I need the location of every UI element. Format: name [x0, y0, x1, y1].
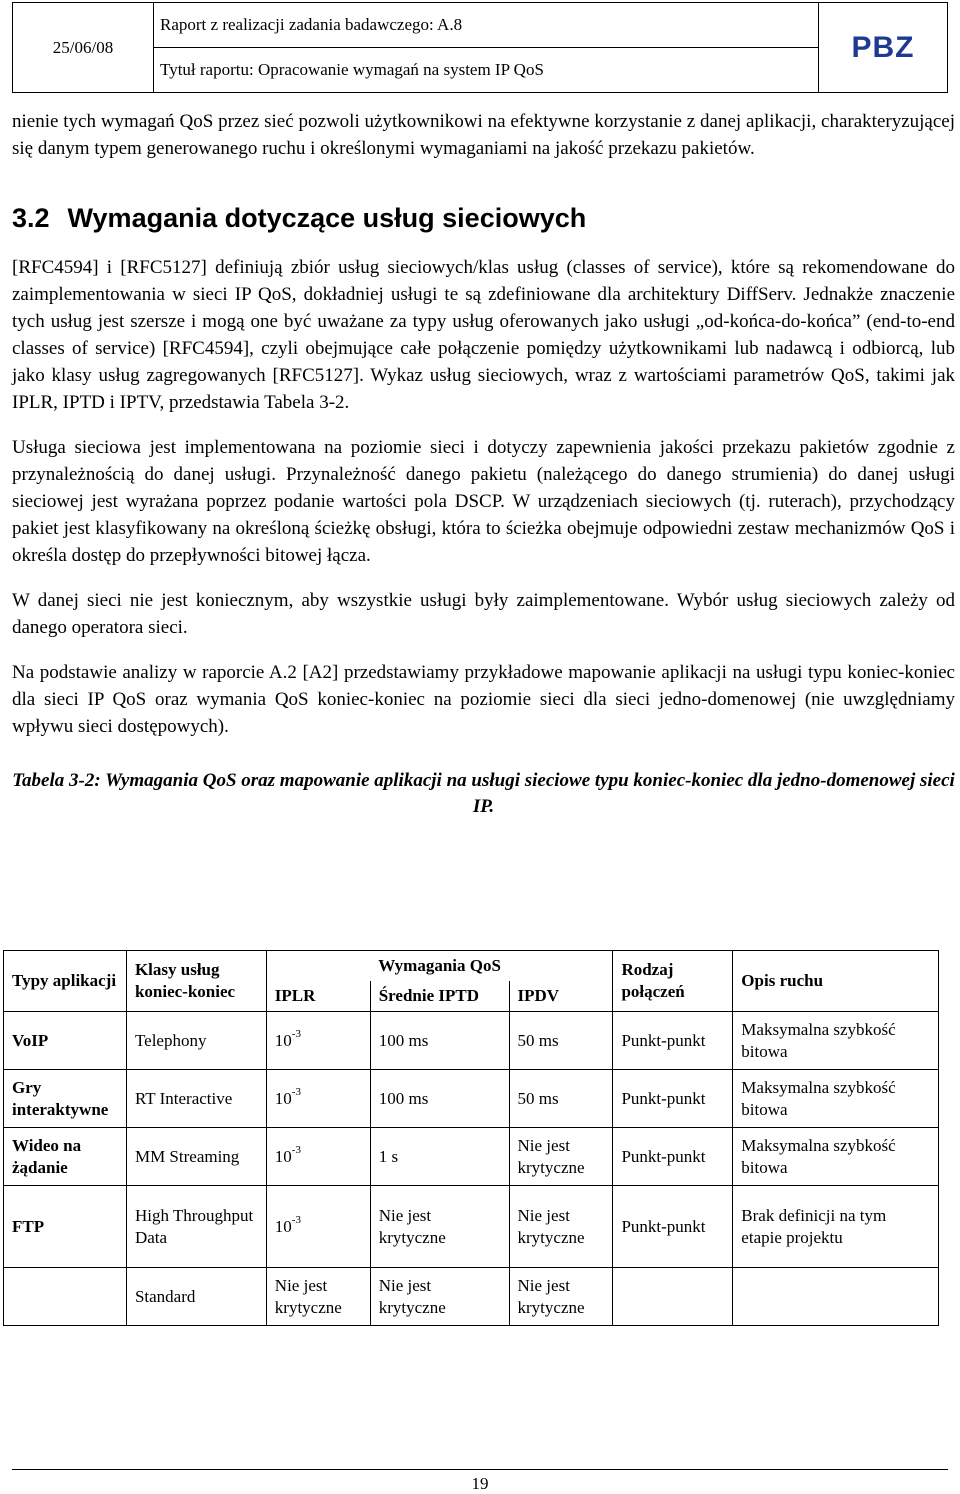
cell-app: Gry interaktywne: [4, 1070, 127, 1128]
cell-traffic: Maksymalna szybkość bitowa: [733, 1012, 939, 1070]
cell-ipdv: Nie jest krytyczne: [509, 1128, 613, 1186]
iplr-base: 10: [274, 1088, 292, 1108]
table-row: [4, 1186, 939, 1268]
iplr-base: 10: [274, 1030, 292, 1050]
iplr-exponent: -3: [291, 1213, 301, 1226]
cell-ipdv: 50 ms: [509, 1012, 613, 1070]
header-date: 25/06/08: [13, 3, 154, 92]
cell-ipdv: 50 ms: [509, 1070, 613, 1128]
cell-iptd: 100 ms: [370, 1012, 509, 1070]
cell-connection: Punkt-punkt: [613, 1128, 733, 1186]
header-title-line: Tytuł raportu: Opracowanie wymagań na system IP QoS: [160, 60, 544, 79]
paragraph-3: W danej sieci nie jest koniecznym, aby wszystkie usługi były zaimplementowane. Wybór usług sieciowych zależy od danego operatora sieci.: [12, 590, 955, 638]
cell-class: High Throughput Data: [126, 1186, 266, 1268]
iplr-base: Nie jest krytyczne: [274, 1275, 342, 1317]
iplr-exponent: -3: [291, 1085, 301, 1098]
cell-connection: Punkt-punkt: [613, 1012, 733, 1070]
cell-app: FTP: [4, 1186, 127, 1268]
cell-class: MM Streaming: [126, 1128, 266, 1186]
cell-traffic: Maksymalna szybkość bitowa: [733, 1070, 939, 1128]
header-report-line: Raport z realizacji zadania badawczego: A.8: [154, 3, 818, 48]
cell-iplr: [266, 1186, 370, 1268]
paragraph-1: [RFC4594] i [RFC5127] definiują zbiór usług sieciowych/klas usług (classes of service), które są rekomendowane do zaimplementowania w sieci IP QoS, dokładniej usługi te są zdefiniowane dla architektury DiffServ. Jednakże znaczenie tych usług jest szersze i mogą one być uważane za typy usług oferowanych jako usługi „od-końca-do-końca” (end-to-end classes of service) [RFC4594], czyli obejmujące całe połączenie pomiędzy użytkownikami lub nadawcą i odbiorcą, lub jako klasy usług zagregowanych [RFC5127]. Wykaz usług sieciowych, wraz z wartościami parametrów QoS, takimi jak IPLR, IPTD i IPTV, przedstawia Tabela 3-2.: [12, 257, 955, 413]
iplr-base: 10: [274, 1146, 292, 1166]
table-row: [4, 1128, 939, 1186]
header-traffic: Opis ruchu: [733, 951, 939, 1012]
header-connection: Rodzaj połączeń: [613, 951, 733, 1012]
cell-class: RT Interactive: [126, 1070, 266, 1128]
table-row: [4, 1012, 939, 1070]
cell-class: Standard: [126, 1268, 266, 1326]
header-service-class: Klasy usług koniec-koniec: [126, 951, 266, 1012]
cell-app: VoIP: [4, 1012, 127, 1070]
page-content: [12, 108, 955, 840]
table-header-row: [4, 951, 939, 982]
cell-app: [4, 1268, 127, 1326]
cell-class: Telephony: [126, 1012, 266, 1070]
cell-iptd: 1 s: [370, 1128, 509, 1186]
cell-traffic: Brak definicji na tym etapie projektu: [733, 1186, 939, 1268]
footer-rule: [12, 1469, 948, 1470]
cell-traffic: [733, 1268, 939, 1326]
cell-iptd: Nie jest krytyczne: [370, 1186, 509, 1268]
iplr-base: 10: [274, 1216, 292, 1236]
cell-connection: [613, 1268, 733, 1326]
table-row: [4, 1070, 939, 1128]
header-app-type: Typy aplikacji: [4, 951, 127, 1012]
intro-paragraph: nienie tych wymagań QoS przez sieć pozwoli użytkownikowi na efektywne korzystanie z danej aplikacji, charakteryzującej się danym typem generowanego ruchu i określonymi wymaganiami na jakość przekazu pakietów.: [12, 111, 955, 159]
cell-ipdv: Nie jest krytyczne: [509, 1268, 613, 1326]
paragraph-2: Usługa sieciowa jest implementowana na poziomie sieci i dotyczy zapewnienia jakości przekazu pakietów zgodnie z przynależnością do danej usługi. Przynależność danego pakietu (należącego do danego strumienia) do danej usługi sieciowej jest wyrażana poprzez podanie wartości pola DSCP. W urządzeniach sieciowych (tj. ruterach), przychodzący pakiet jest klasyfikowany na określoną ścieżkę obsługi, która to ścieżka obejmuje odpowiedni zestaw mechanizmów QoS i określa dostęp do przepływności bitowej łącza.: [12, 437, 955, 566]
page-number: 19: [471, 1474, 489, 1493]
qos-table: [3, 950, 939, 1326]
cell-iptd: 100 ms: [370, 1070, 509, 1128]
cell-ipdv: Nie jest krytyczne: [509, 1186, 613, 1268]
section-number: 3.2: [12, 203, 50, 233]
cell-traffic: Maksymalna szybkość bitowa: [733, 1128, 939, 1186]
cell-connection: Punkt-punkt: [613, 1186, 733, 1268]
header-iplr: IPLR: [266, 981, 370, 1012]
section-heading: [12, 202, 955, 234]
cell-iptd: Nie jest krytyczne: [370, 1268, 509, 1326]
cell-iplr: [266, 1268, 370, 1326]
header-ipdv: IPDV: [509, 981, 613, 1012]
table-caption: Tabela 3-2: Wymagania QoS oraz mapowanie aplikacji na usługi sieciowe typu koniec-koniec dla jedno-domenowej sieci IP.: [12, 770, 955, 817]
table-row: [4, 1268, 939, 1326]
cell-iplr: [266, 1128, 370, 1186]
header-iptd: Średnie IPTD: [370, 981, 509, 1012]
cell-connection: Punkt-punkt: [613, 1070, 733, 1128]
iplr-exponent: -3: [291, 1143, 301, 1156]
header-titles: [154, 3, 819, 92]
header-qos-group: Wymagania QoS: [266, 951, 613, 982]
header-logo: PBZ: [851, 30, 915, 64]
cell-app: Wideo na żądanie: [4, 1128, 127, 1186]
section-title: Wymagania dotyczące usług sieciowych: [67, 203, 587, 233]
page-header: [12, 2, 948, 93]
cell-iplr: [266, 1070, 370, 1128]
cell-iplr: [266, 1012, 370, 1070]
iplr-exponent: -3: [291, 1027, 301, 1040]
paragraph-4: Na podstawie analizy w raporcie A.2 [A2] przedstawiamy przykładowe mapowanie aplikacji na usługi typu koniec-koniec dla sieci IP QoS oraz wymania QoS koniec-koniec na poziomie sieci dla sieci jedno-domenowej (nie uwzględniamy wpływu sieci dostępowych).: [12, 662, 955, 737]
